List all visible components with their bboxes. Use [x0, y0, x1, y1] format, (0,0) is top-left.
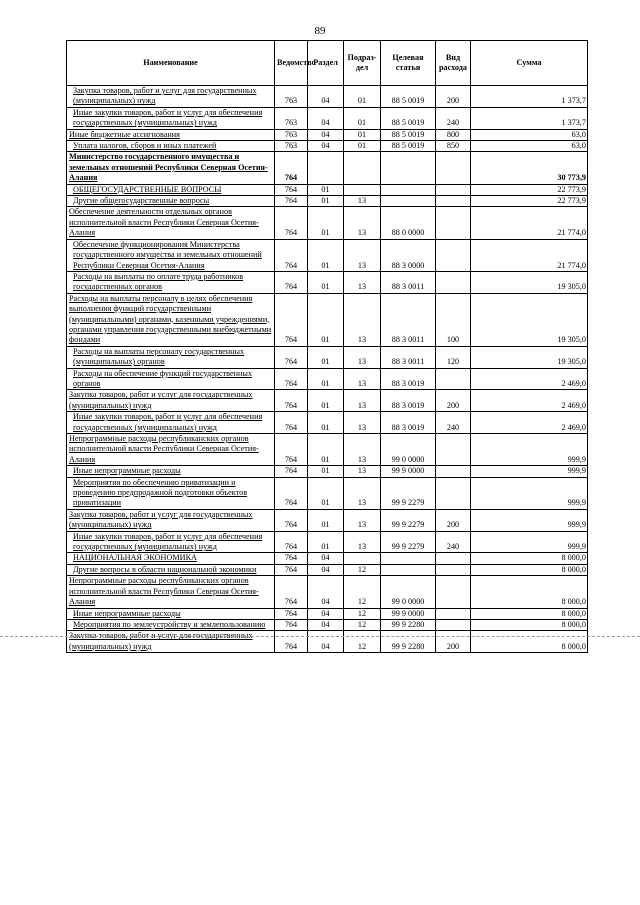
- row-vid-rashoda: [436, 196, 471, 207]
- row-podrazdel: 13: [344, 207, 381, 239]
- row-summa: 8 000,0: [471, 553, 588, 564]
- row-razdel: 04: [308, 107, 344, 129]
- row-razdel: 04: [308, 631, 344, 653]
- table-row: [67, 576, 588, 608]
- row-vedomstvo: 764: [275, 412, 308, 434]
- row-summa: 8 000,0: [471, 619, 588, 630]
- row-vedomstvo: 764: [275, 509, 308, 531]
- row-razdel: 04: [308, 129, 344, 140]
- row-celevaya-statya: 88 5 0019: [381, 107, 436, 129]
- row-vedomstvo: 764: [275, 553, 308, 564]
- row-razdel: [308, 152, 344, 184]
- row-razdel: 01: [308, 412, 344, 434]
- row-podrazdel: 13: [344, 293, 381, 346]
- row-vid-rashoda: 850: [436, 141, 471, 152]
- table-row: [67, 564, 588, 575]
- table-row: [67, 86, 588, 108]
- row-name: Мероприятия по землеустройству и землепользованию: [67, 619, 275, 630]
- table-row: [67, 466, 588, 477]
- row-razdel: 01: [308, 477, 344, 509]
- row-celevaya-statya: [381, 196, 436, 207]
- row-podrazdel: 13: [344, 434, 381, 466]
- row-celevaya-statya: 88 0 0000: [381, 207, 436, 239]
- row-celevaya-statya: 99 9 2279: [381, 509, 436, 531]
- table-row: [67, 107, 588, 129]
- table-row: [67, 368, 588, 390]
- row-razdel: 01: [308, 196, 344, 207]
- row-vedomstvo: 764: [275, 531, 308, 553]
- row-summa: 8 000,0: [471, 608, 588, 619]
- row-celevaya-statya: 99 0 0000: [381, 434, 436, 466]
- row-podrazdel: 01: [344, 107, 381, 129]
- header-summa: Сумма: [471, 41, 588, 86]
- table-row-ministry: [67, 152, 588, 184]
- table-row: [67, 271, 588, 293]
- row-vedomstvo: 764: [275, 239, 308, 271]
- row-summa: 22 773,9: [471, 184, 588, 195]
- row-summa: 999,9: [471, 531, 588, 553]
- row-vid-rashoda: 240: [436, 107, 471, 129]
- row-vedomstvo: 763: [275, 86, 308, 108]
- row-vid-rashoda: [436, 207, 471, 239]
- row-podrazdel: 13: [344, 531, 381, 553]
- row-summa: 63,0: [471, 141, 588, 152]
- table-row: [67, 346, 588, 368]
- row-vid-rashoda: 120: [436, 346, 471, 368]
- row-vid-rashoda: 200: [436, 86, 471, 108]
- row-summa: 19 305,0: [471, 293, 588, 346]
- table-row: [67, 184, 588, 195]
- row-podrazdel: 13: [344, 390, 381, 412]
- row-name: НАЦИОНАЛЬНАЯ ЭКОНОМИКА: [67, 553, 275, 564]
- row-vedomstvo: 764: [275, 477, 308, 509]
- row-summa: 8 000,0: [471, 576, 588, 608]
- row-vid-rashoda: [436, 553, 471, 564]
- row-vid-rashoda: [436, 608, 471, 619]
- scan-fold-line: [0, 636, 640, 637]
- row-celevaya-statya: 99 0 0000: [381, 576, 436, 608]
- row-celevaya-statya: [381, 553, 436, 564]
- row-vedomstvo: 764: [275, 196, 308, 207]
- row-vedomstvo: 764: [275, 619, 308, 630]
- row-name: Другие общегосударственные вопросы: [67, 196, 275, 207]
- row-name: Иные непрограммные расходы: [67, 466, 275, 477]
- row-vid-rashoda: 200: [436, 509, 471, 531]
- row-celevaya-statya: 88 5 0019: [381, 129, 436, 140]
- row-name: Непрограммные расходы республиканских органов исполнительной власти Республики Северная Осетия-Алания: [67, 576, 275, 608]
- row-podrazdel: 13: [344, 509, 381, 531]
- row-name: Уплата налогов, сборов и иных платежей: [67, 141, 275, 152]
- row-podrazdel: 12: [344, 576, 381, 608]
- row-razdel: 04: [308, 86, 344, 108]
- row-vid-rashoda: 240: [436, 531, 471, 553]
- row-vid-rashoda: [436, 434, 471, 466]
- row-podrazdel: 12: [344, 631, 381, 653]
- row-podrazdel: 13: [344, 271, 381, 293]
- row-celevaya-statya: 88 3 0000: [381, 239, 436, 271]
- row-summa: 21 774,0: [471, 207, 588, 239]
- row-vid-rashoda: [436, 368, 471, 390]
- row-celevaya-statya: 99 9 0000: [381, 608, 436, 619]
- row-podrazdel: [344, 184, 381, 195]
- row-name: Иные бюджетные ассигнования: [67, 129, 275, 140]
- row-vedomstvo: 763: [275, 129, 308, 140]
- row-name: Иные непрограммные расходы: [67, 608, 275, 619]
- row-vedomstvo: 764: [275, 631, 308, 653]
- row-podrazdel: 13: [344, 477, 381, 509]
- row-podrazdel: 13: [344, 196, 381, 207]
- row-razdel: 01: [308, 293, 344, 346]
- row-razdel: 01: [308, 368, 344, 390]
- row-name: Расходы на выплаты по оплате труда работников государственных органов: [67, 271, 275, 293]
- row-vid-rashoda: [436, 619, 471, 630]
- header-razdel: Раздел: [308, 41, 344, 86]
- page-number: 89: [314, 25, 326, 37]
- row-name: Иные закупки товаров, работ и услуг для обеспечения государственных (муниципальных) нужд: [67, 531, 275, 553]
- header-vedomstvo: Ведомство: [275, 41, 308, 86]
- row-vid-rashoda: [436, 271, 471, 293]
- row-vedomstvo: 763: [275, 107, 308, 129]
- table-header-row: [67, 41, 588, 86]
- row-celevaya-statya: 88 3 0011: [381, 346, 436, 368]
- row-vid-rashoda: 240: [436, 412, 471, 434]
- row-celevaya-statya: 88 5 0019: [381, 86, 436, 108]
- table-row: [67, 141, 588, 152]
- row-summa: 999,9: [471, 477, 588, 509]
- row-razdel: 01: [308, 390, 344, 412]
- row-vedomstvo: 764: [275, 576, 308, 608]
- row-podrazdel: 12: [344, 608, 381, 619]
- row-vedomstvo: 764: [275, 293, 308, 346]
- table-row: [67, 434, 588, 466]
- row-vid-rashoda: 100: [436, 293, 471, 346]
- row-vid-rashoda: [436, 152, 471, 184]
- table-row: [67, 631, 588, 653]
- row-name: Другие вопросы в области национальной экономики: [67, 564, 275, 575]
- table-row: [67, 619, 588, 630]
- row-name: Расходы на выплаты персоналу в целях обеспечения выполнения функций государственными (муниципальными) органами, казенными учреждениями, органами управления государственными внебюджетными фондами: [67, 293, 275, 346]
- row-celevaya-statya: 88 3 0019: [381, 390, 436, 412]
- row-vid-rashoda: [436, 466, 471, 477]
- row-summa: 2 469,0: [471, 390, 588, 412]
- row-name: Закупка товаров, работ и услуг для государственных (муниципальных) нужд: [67, 631, 275, 653]
- row-name: Министерство государственного имущества и земельных отношений Республики Северная Осетия-Алания: [67, 152, 275, 184]
- row-podrazdel: 13: [344, 412, 381, 434]
- table-row: [67, 412, 588, 434]
- row-podrazdel: 12: [344, 619, 381, 630]
- row-vedomstvo: 763: [275, 141, 308, 152]
- header-vid-rashoda: Вид расхода: [436, 41, 471, 86]
- row-razdel: 01: [308, 207, 344, 239]
- table-row: [67, 390, 588, 412]
- row-vedomstvo: 764: [275, 434, 308, 466]
- table-row: [67, 553, 588, 564]
- row-vedomstvo: 764: [275, 207, 308, 239]
- table-row: [67, 531, 588, 553]
- row-podrazdel: 13: [344, 466, 381, 477]
- row-celevaya-statya: 99 9 0000: [381, 466, 436, 477]
- row-vid-rashoda: 200: [436, 631, 471, 653]
- row-name: Иные закупки товаров, работ и услуг для обеспечения государственных (муниципальных) нужд: [67, 107, 275, 129]
- row-razdel: 01: [308, 509, 344, 531]
- row-name: Мероприятия по обеспечению приватизации и проведению предпродажной подготовки объектов приватизации: [67, 477, 275, 509]
- row-vid-rashoda: 200: [436, 390, 471, 412]
- row-celevaya-statya: 99 9 2280: [381, 631, 436, 653]
- row-vedomstvo: 764: [275, 564, 308, 575]
- row-summa: 8 000,0: [471, 564, 588, 575]
- row-summa: 21 774,0: [471, 239, 588, 271]
- table-row: [67, 293, 588, 346]
- table-row: [67, 608, 588, 619]
- row-vedomstvo: 764: [275, 271, 308, 293]
- table-row: [67, 509, 588, 531]
- row-podrazdel: [344, 553, 381, 564]
- row-name: Обеспечение деятельности отдельных органов исполнительной власти Республики Северная Осетия-Алания: [67, 207, 275, 239]
- row-celevaya-statya: 88 3 0019: [381, 368, 436, 390]
- row-celevaya-statya: 99 9 2280: [381, 619, 436, 630]
- row-celevaya-statya: [381, 184, 436, 195]
- header-name: Наименование: [67, 41, 275, 86]
- row-summa: 999,9: [471, 509, 588, 531]
- row-vid-rashoda: [436, 184, 471, 195]
- row-summa: 999,9: [471, 466, 588, 477]
- row-podrazdel: 01: [344, 141, 381, 152]
- row-name: Обеспечение функционирования Министерства государственного имущества и земельных отношений Республики Северная Осетия-Алания: [67, 239, 275, 271]
- row-razdel: 04: [308, 608, 344, 619]
- row-vedomstvo: 764: [275, 152, 308, 184]
- row-razdel: 01: [308, 271, 344, 293]
- row-podrazdel: 12: [344, 564, 381, 575]
- row-vedomstvo: 764: [275, 466, 308, 477]
- row-vedomstvo: 764: [275, 368, 308, 390]
- row-podrazdel: 01: [344, 86, 381, 108]
- row-podrazdel: 13: [344, 368, 381, 390]
- row-podrazdel: [344, 152, 381, 184]
- row-celevaya-statya: 88 3 0019: [381, 412, 436, 434]
- row-razdel: 04: [308, 564, 344, 575]
- row-name: Иные закупки товаров, работ и услуг для обеспечения государственных (муниципальных) нужд: [67, 412, 275, 434]
- row-razdel: 01: [308, 346, 344, 368]
- row-vedomstvo: 764: [275, 184, 308, 195]
- table-row: [67, 239, 588, 271]
- row-summa: 1 373,7: [471, 86, 588, 108]
- header-celevaya-statya: Целевая статья: [381, 41, 436, 86]
- row-name: ОБЩЕГОСУДАРСТВЕННЫЕ ВОПРОСЫ: [67, 184, 275, 195]
- row-vid-rashoda: 800: [436, 129, 471, 140]
- table-row: [67, 207, 588, 239]
- row-summa: 2 469,0: [471, 412, 588, 434]
- table-body: [67, 86, 588, 653]
- row-summa: 8 000,0: [471, 631, 588, 653]
- row-podrazdel: 13: [344, 239, 381, 271]
- row-razdel: 04: [308, 553, 344, 564]
- row-summa: 22 773,9: [471, 196, 588, 207]
- row-celevaya-statya: [381, 152, 436, 184]
- row-summa: 999,9: [471, 434, 588, 466]
- header-podrazdel: Подраз-дел: [344, 41, 381, 86]
- row-razdel: 01: [308, 466, 344, 477]
- table-row: [67, 196, 588, 207]
- row-name: Закупка товаров, работ и услуг для государственных (муниципальных) нужд: [67, 86, 275, 108]
- row-vid-rashoda: [436, 239, 471, 271]
- row-razdel: 04: [308, 576, 344, 608]
- row-summa: 30 773,9: [471, 152, 588, 184]
- budget-table: [66, 40, 588, 653]
- row-vid-rashoda: [436, 477, 471, 509]
- row-summa: 1 373,7: [471, 107, 588, 129]
- row-celevaya-statya: 88 5 0019: [381, 141, 436, 152]
- row-celevaya-statya: 88 3 0011: [381, 271, 436, 293]
- row-vedomstvo: 764: [275, 346, 308, 368]
- row-name: Закупка товаров, работ и услуг для государственных (муниципальных) нужд: [67, 509, 275, 531]
- row-celevaya-statya: 99 9 2279: [381, 531, 436, 553]
- row-razdel: 01: [308, 184, 344, 195]
- row-razdel: 01: [308, 434, 344, 466]
- row-summa: 63,0: [471, 129, 588, 140]
- row-name: Непрограммные расходы республиканских органов исполнительной власти Республики Северная Осетия-Алания: [67, 434, 275, 466]
- row-celevaya-statya: [381, 564, 436, 575]
- row-name: Расходы на обеспечение функций государственных органов: [67, 368, 275, 390]
- table-row: [67, 477, 588, 509]
- row-summa: 19 305,0: [471, 271, 588, 293]
- row-vid-rashoda: [436, 564, 471, 575]
- row-celevaya-statya: 88 3 0011: [381, 293, 436, 346]
- row-name: Закупка товаров, работ и услуг для государственных (муниципальных) нужд: [67, 390, 275, 412]
- row-vedomstvo: 764: [275, 390, 308, 412]
- row-razdel: 01: [308, 531, 344, 553]
- row-razdel: 01: [308, 239, 344, 271]
- row-podrazdel: 01: [344, 129, 381, 140]
- row-razdel: 04: [308, 141, 344, 152]
- row-vid-rashoda: [436, 576, 471, 608]
- row-name: Расходы на выплаты персоналу государственных (муниципальных) органов: [67, 346, 275, 368]
- row-summa: 2 469,0: [471, 368, 588, 390]
- row-razdel: 04: [308, 619, 344, 630]
- table-row: [67, 129, 588, 140]
- row-summa: 19 305,0: [471, 346, 588, 368]
- row-podrazdel: 13: [344, 346, 381, 368]
- row-vedomstvo: 764: [275, 608, 308, 619]
- row-celevaya-statya: 99 9 2279: [381, 477, 436, 509]
